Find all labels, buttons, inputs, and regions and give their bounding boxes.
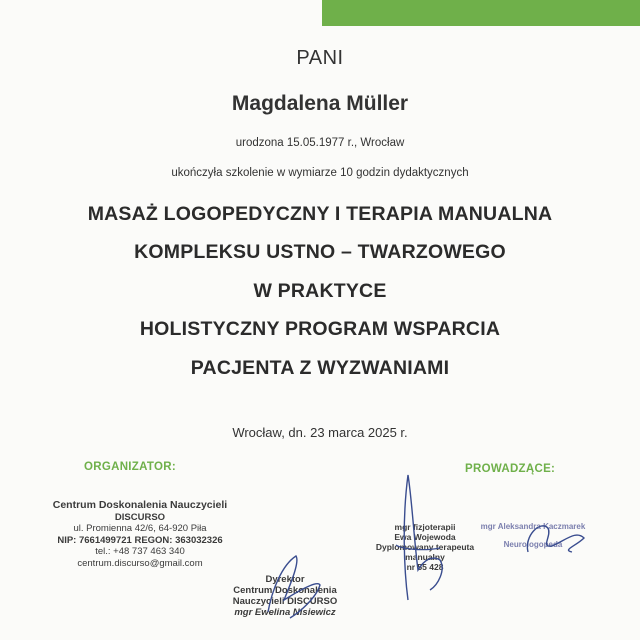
neurologopedist-stamp bbox=[478, 522, 588, 550]
salutation: PANI bbox=[296, 47, 344, 69]
organizer-stamp-line: centrum.discurso@gmail.com bbox=[77, 557, 203, 569]
completion-text: ukończyła szkolenie w wymiarze 10 godzin dydaktycznych bbox=[171, 167, 469, 179]
fizjo-stamp-line: mgr fizjoterapii bbox=[394, 522, 456, 532]
director-stamp-line: Centrum Doskonalenia bbox=[233, 585, 337, 596]
organizer-stamp-line: Centrum Doskonalenia Nauczycieli bbox=[52, 499, 228, 511]
recipient-name: Magdalena Müller bbox=[231, 92, 409, 115]
organizer-stamp bbox=[30, 500, 250, 569]
organizer-label: ORGANIZATOR: bbox=[84, 461, 176, 473]
course-title-line-2: KOMPLEKSU USTNO – TWARZOWEGO bbox=[134, 241, 506, 263]
organizer-stamp-line: ul. Promienna 42/6, 64-920 Piła bbox=[73, 523, 207, 534]
course-title-line-4: HOLISTYCZNY PROGRAM WSPARCIA bbox=[139, 318, 501, 340]
course-title-line-3: W PRAKTYCE bbox=[253, 280, 387, 302]
director-stamp bbox=[210, 574, 360, 618]
neuro-stamp-line: Neurologopeda bbox=[503, 540, 563, 549]
birth-info: urodzona 15.05.1977 r., Wrocław bbox=[235, 137, 405, 149]
fizjo-stamp-line: nr 55 428 bbox=[406, 562, 444, 572]
director-stamp-line: mgr Ewelina Nisiewicz bbox=[234, 607, 336, 618]
place-date: Wrocław, dn. 23 marca 2025 r. bbox=[232, 425, 408, 440]
course-title-line-1: MASAŻ LOGOPEDYCZNY I TERAPIA MANUALNA bbox=[87, 203, 553, 225]
organizer-stamp-line: NIP: 7661499721 REGON: 363032326 bbox=[57, 534, 223, 546]
fizjo-stamp-line: Dyplomowany terapeuta manualny bbox=[375, 542, 475, 562]
organizer-stamp-line: DISCURSO bbox=[114, 511, 166, 523]
fizjo-stamp-line: Ewa Wojewoda bbox=[394, 532, 456, 542]
organizer-stamp-line: tel.: +48 737 463 340 bbox=[95, 546, 185, 557]
top-green-band bbox=[322, 0, 640, 26]
physiotherapist-stamp bbox=[355, 522, 495, 572]
course-title-line-5: PACJENTA Z WYZWANIAMI bbox=[190, 357, 450, 379]
director-stamp-line: Dyrektor bbox=[265, 574, 305, 585]
instructors-label: PROWADZĄCE: bbox=[465, 463, 556, 475]
director-stamp-line: Nauczycieli DISCURSO bbox=[232, 596, 338, 607]
neuro-stamp-line: mgr Aleksandra Kaczmarek bbox=[480, 522, 586, 531]
